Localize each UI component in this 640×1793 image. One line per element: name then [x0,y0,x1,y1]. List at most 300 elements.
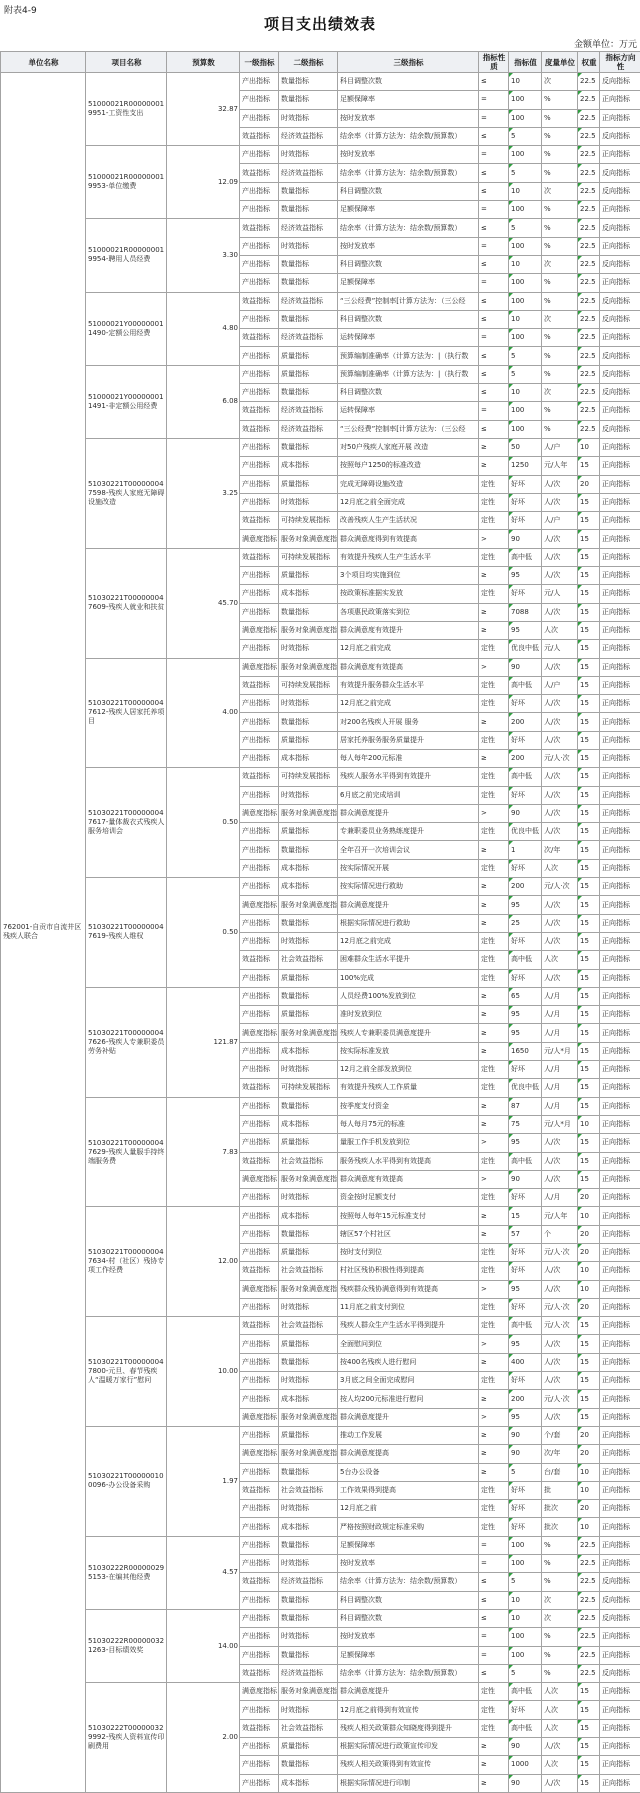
munit-cell: 人/次 [542,1372,578,1390]
weight-cell: 22.5 [578,365,600,383]
budget-cell: 14.00 [167,1609,240,1682]
weight-cell: 20 [578,1189,600,1207]
value-cell: 优良中低 [509,823,542,841]
direction-cell: 正向指标 [600,109,640,127]
direction-cell: 正向指标 [600,1481,640,1499]
weight-cell: 22.5 [578,109,600,127]
value-cell: 好坏 [509,1189,542,1207]
lv3-cell: 12月底之前得到有效宣传 [338,1701,479,1719]
lv1-cell: 产出指标 [240,969,279,987]
weight-cell: 15 [578,676,600,694]
direction-cell: 正向指标 [600,457,640,475]
lv1-cell: 产出指标 [240,1774,279,1792]
munit-cell: 人/次 [542,475,578,493]
munit-cell: 人/月 [542,1061,578,1079]
value-cell: 95 [509,1006,542,1024]
lv1-cell: 满意度指标 [240,1024,279,1042]
lv2-cell: 成本指标 [279,1042,338,1060]
lv3-cell: 量服工作手机发放到位 [338,1134,479,1152]
value-cell: 高中低 [509,951,542,969]
header-weight: 权重 [578,52,600,73]
lv3-cell: 困难群众生活水平提升 [338,951,479,969]
lv3-cell: 按季度支付资金 [338,1097,479,1115]
munit-cell: 次 [542,384,578,402]
value-cell: 好坏 [509,932,542,950]
weight-cell: 15 [578,969,600,987]
munit-cell: 人/次 [542,969,578,987]
lv1-cell: 产出指标 [240,109,279,127]
weight-cell: 15 [578,951,600,969]
nature-cell: = [479,1628,509,1646]
munit-cell: 批次 [542,1500,578,1518]
direction-cell: 正向指标 [600,1555,640,1573]
project-name-cell: 51000021R000000019951-工资性支出 [86,73,167,146]
nature-cell: 定性 [479,1262,509,1280]
lv1-cell: 产出指标 [240,1756,279,1774]
direction-cell: 反向指标 [600,164,640,182]
value-cell: 200 [509,878,542,896]
direction-cell: 正向指标 [600,786,640,804]
lv3-cell: 残疾人相关政策得到有效宣传 [338,1756,479,1774]
lv2-cell: 质量指标 [279,823,338,841]
nature-cell: > [479,1408,509,1426]
lv1-cell: 产出指标 [240,786,279,804]
direction-cell: 正向指标 [600,493,640,511]
lv1-cell: 效益指标 [240,1719,279,1737]
nature-cell: ≥ [479,914,509,932]
lv1-cell: 效益指标 [240,1664,279,1682]
lv1-cell: 效益指标 [240,676,279,694]
nature-cell: ≤ [479,347,509,365]
nature-cell: 定性 [479,1518,509,1536]
budget-cell: 0.50 [167,768,240,878]
lv1-cell: 效益指标 [240,1079,279,1097]
lv2-cell: 可持续发展指标 [279,768,338,786]
munit-cell: 人/次 [542,786,578,804]
direction-cell: 正向指标 [600,1262,640,1280]
lv3-cell: 科目调整次数 [338,384,479,402]
weight-cell: 15 [578,1390,600,1408]
lv1-cell: 效益指标 [240,1573,279,1591]
lv1-cell: 产出指标 [240,1244,279,1262]
value-cell: 95 [509,896,542,914]
weight-cell: 22.5 [578,1628,600,1646]
weight-cell: 15 [578,841,600,859]
weight-cell: 15 [578,731,600,749]
indicator-row [1,1097,640,1115]
lv2-cell: 社会效益指标 [279,1262,338,1280]
lv2-cell: 服务对象满意度指 [279,1683,338,1701]
nature-cell: ≥ [479,1353,509,1371]
direction-cell: 反向指标 [600,384,640,402]
direction-cell: 正向指标 [600,1097,640,1115]
weight-cell: 22.5 [578,1536,600,1554]
lv3-cell: 按照每户1250的标准改造 [338,457,479,475]
nature-cell: ≥ [479,1042,509,1060]
lv3-cell: 群众满意度有效提高 [338,658,479,676]
lv2-cell: 质量指标 [279,969,338,987]
lv2-cell: 质量指标 [279,1335,338,1353]
munit-cell: % [542,219,578,237]
project-name-cell: 51030221T000000047612-残疾人居家托养项目 [86,658,167,768]
weight-cell: 15 [578,1061,600,1079]
lv3-cell: 全面慰问到位 [338,1335,479,1353]
annex-label: 附表4-9 [4,6,37,16]
nature-cell: 定性 [479,493,509,511]
value-cell: 好坏 [509,1481,542,1499]
lv3-cell: 12月底之前完成 [338,932,479,950]
value-cell: 95 [509,1408,542,1426]
value-cell: 200 [509,1390,542,1408]
weight-cell: 15 [578,512,600,530]
munit-cell: 人/次 [542,804,578,822]
weight-cell: 22.5 [578,255,600,273]
lv1-cell: 产出指标 [240,1536,279,1554]
lv1-cell: 效益指标 [240,292,279,310]
lv2-cell: 数量指标 [279,274,338,292]
direction-cell: 正向指标 [600,1298,640,1316]
page-title: 项目支出绩效表 [263,15,376,33]
value-cell: 75 [509,1115,542,1133]
value-cell: 100 [509,146,542,164]
lv2-cell: 质量指标 [279,567,338,585]
direction-cell: 反向指标 [600,347,640,365]
weight-cell: 15 [578,1683,600,1701]
lv3-cell: 群众满意度提升 [338,804,479,822]
lv1-cell: 效益指标 [240,219,279,237]
lv1-cell: 满意度指标 [240,658,279,676]
lv1-cell: 产出指标 [240,1591,279,1609]
value-cell: 100 [509,1555,542,1573]
value-cell: 5 [509,164,542,182]
lv1-cell: 产出指标 [240,603,279,621]
value-cell: 100 [509,402,542,420]
lv1-cell: 产出指标 [240,1609,279,1627]
lv3-cell: 对50户残疾人家庭开展 改造 [338,438,479,456]
munit-cell: 人/次 [542,932,578,950]
lv1-cell: 效益指标 [240,548,279,566]
lv2-cell: 数量指标 [279,1536,338,1554]
value-cell: 5 [509,365,542,383]
weight-cell: 22.5 [578,91,600,109]
lv1-cell: 产出指标 [240,1189,279,1207]
lv1-cell: 效益指标 [240,329,279,347]
direction-cell: 正向指标 [600,1061,640,1079]
weight-cell: 15 [578,914,600,932]
munit-cell: % [542,1628,578,1646]
value-cell: 100 [509,91,542,109]
direction-cell: 正向指标 [600,146,640,164]
nature-cell: 定性 [479,1500,509,1518]
nature-cell: ≥ [479,1390,509,1408]
value-cell: 100 [509,420,542,438]
value-cell: 10 [509,310,542,328]
lv2-cell: 数量指标 [279,438,338,456]
value-cell: 65 [509,987,542,1005]
direction-cell: 正向指标 [600,402,640,420]
nature-cell: ≥ [479,749,509,767]
value-cell: 100 [509,237,542,255]
header-indicator-value: 指标值 [509,52,542,73]
lv3-cell: 科目调整次数 [338,310,479,328]
nature-cell: 定性 [479,640,509,658]
nature-cell: 定性 [479,1079,509,1097]
weight-cell: 20 [578,1426,600,1444]
direction-cell: 反向指标 [600,219,640,237]
lv1-cell: 产出指标 [240,1353,279,1371]
nature-cell: = [479,237,509,255]
nature-cell: ≥ [479,713,509,731]
lv2-cell: 质量指标 [279,1134,338,1152]
nature-cell: 定性 [479,676,509,694]
weight-cell: 15 [578,567,600,585]
lv1-cell: 满意度指标 [240,1408,279,1426]
weight-cell: 15 [578,1097,600,1115]
lv2-cell: 数量指标 [279,841,338,859]
direction-cell: 正向指标 [600,1646,640,1664]
value-cell: 好坏 [509,1298,542,1316]
weight-cell: 22.5 [578,73,600,91]
nature-cell: ≥ [479,1006,509,1024]
weight-cell: 22.5 [578,402,600,420]
nature-cell: 定性 [479,695,509,713]
direction-cell: 反向指标 [600,292,640,310]
nature-cell: ≤ [479,255,509,273]
lv1-cell: 满意度指标 [240,1445,279,1463]
value-cell: 100 [509,1646,542,1664]
lv1-cell: 产出指标 [240,1426,279,1444]
lv1-cell: 效益指标 [240,127,279,145]
project-name-cell: 51030221T000000047598-残疾人家庭无障碍设施改造 [86,438,167,548]
value-cell: 100 [509,329,542,347]
lv2-cell: 数量指标 [279,1609,338,1627]
value-cell: 好坏 [509,1061,542,1079]
nature-cell: 定性 [479,823,509,841]
munit-cell: % [542,347,578,365]
nature-cell: ≥ [479,438,509,456]
weight-cell: 20 [578,1445,600,1463]
weight-cell: 22.5 [578,310,600,328]
budget-cell: 2.00 [167,1683,240,1793]
value-cell: 优良中低 [509,640,542,658]
munit-cell: 次/年 [542,1445,578,1463]
weight-cell: 20 [578,475,600,493]
lv2-cell: 时效指标 [279,493,338,511]
lv1-cell: 产出指标 [240,310,279,328]
nature-cell: 定性 [479,1719,509,1737]
nature-cell: 定性 [479,932,509,950]
lv2-cell: 数量指标 [279,310,338,328]
lv3-cell: 群众满意度提高 [338,1445,479,1463]
munit-cell: 人/户 [542,676,578,694]
lv2-cell: 数量指标 [279,713,338,731]
lv3-cell: 3月底之间全面完成慰问 [338,1372,479,1390]
lv2-cell: 时效指标 [279,1061,338,1079]
lv1-cell: 产出指标 [240,1134,279,1152]
munit-cell: 人次 [542,1756,578,1774]
budget-cell: 121.87 [167,987,240,1097]
header-level2-indicator: 二级指标 [279,52,338,73]
indicator-row [1,1683,640,1701]
lv3-cell: 结余率（计算方法为：结余数/预算数） [338,1573,479,1591]
munit-cell: 元/人 [542,640,578,658]
direction-cell: 正向指标 [600,237,640,255]
direction-cell: 反向指标 [600,310,640,328]
nature-cell: 定性 [479,1189,509,1207]
lv3-cell: 准时发放到位 [338,1006,479,1024]
lv3-cell: 残疾人群众生产生活水平得到提升 [338,1317,479,1335]
munit-cell: % [542,109,578,127]
lv1-cell: 效益指标 [240,1317,279,1335]
lv1-cell: 产出指标 [240,1207,279,1225]
nature-cell: = [479,329,509,347]
budget-cell: 1.97 [167,1426,240,1536]
value-cell: 好坏 [509,695,542,713]
lv2-cell: 数量指标 [279,255,338,273]
nature-cell: = [479,109,509,127]
lv3-cell: 每人每年200元标准 [338,749,479,767]
lv2-cell: 时效指标 [279,1500,338,1518]
lv1-cell: 满意度指标 [240,896,279,914]
value-cell: 10 [509,1609,542,1627]
project-name-cell: 51000021R000000019953-单位缴费 [86,146,167,219]
lv2-cell: 时效指标 [279,1372,338,1390]
direction-cell: 正向指标 [600,804,640,822]
indicator-row [1,1536,640,1554]
lv1-cell: 产出指标 [240,932,279,950]
weight-cell: 10 [578,1207,600,1225]
lv3-cell: 足额保障率 [338,1536,479,1554]
lv2-cell: 数量指标 [279,1353,338,1371]
value-cell: 100 [509,1536,542,1554]
weight-cell: 20 [578,1500,600,1518]
munit-cell: 人/次 [542,896,578,914]
weight-cell: 15 [578,1756,600,1774]
value-cell: 50 [509,438,542,456]
lv3-cell: 按时发放率 [338,146,479,164]
lv3-cell: 残疾人专兼职委员满意度提升 [338,1024,479,1042]
lv2-cell: 时效指标 [279,1189,338,1207]
lv1-cell: 效益指标 [240,768,279,786]
nature-cell: ≥ [479,621,509,639]
weight-cell: 22.5 [578,182,600,200]
munit-cell: 批次 [542,1518,578,1536]
value-cell: 5 [509,1573,542,1591]
nature-cell: ≤ [479,292,509,310]
lv1-cell: 产出指标 [240,1097,279,1115]
munit-cell: 次 [542,255,578,273]
munit-cell: 次 [542,310,578,328]
nature-cell: ≥ [479,1115,509,1133]
nature-cell: 定性 [479,1152,509,1170]
lv1-cell: 产出指标 [240,1646,279,1664]
project-name-cell: 51030221T000000047800-元旦、春节残疾人“温暖万家行”慰问 [86,1317,167,1427]
project-name-cell: 51030222T000000329992-残疾人资料宣传印刷费用 [86,1683,167,1793]
direction-cell: 反向指标 [600,1573,640,1591]
direction-cell: 正向指标 [600,1244,640,1262]
nature-cell: = [479,91,509,109]
lv1-cell: 效益指标 [240,1152,279,1170]
project-name-cell: 51030221T000000047617-量体裁衣式残疾人服务培训会 [86,768,167,878]
munit-cell: 台/套 [542,1463,578,1481]
lv1-cell: 满意度指标 [240,1170,279,1188]
nature-cell: 定性 [479,951,509,969]
direction-cell: 正向指标 [600,731,640,749]
lv3-cell: 5台办公设备 [338,1463,479,1481]
weight-cell: 22.5 [578,274,600,292]
lv1-cell: 产出指标 [240,1042,279,1060]
value-cell: 1250 [509,457,542,475]
weight-cell: 15 [578,823,600,841]
munit-cell: 人/月 [542,1006,578,1024]
lv2-cell: 服务对象满意度指 [279,804,338,822]
lv3-cell: 足额保障率 [338,201,479,219]
weight-cell: 22.5 [578,1555,600,1573]
direction-cell: 正向指标 [600,1079,640,1097]
budget-cell: 32.87 [167,73,240,146]
indicator-row [1,73,640,91]
direction-cell: 正向指标 [600,548,640,566]
nature-cell: = [479,1555,509,1573]
nature-cell: > [479,1335,509,1353]
nature-cell: 定性 [479,1298,509,1316]
nature-cell: 定性 [479,585,509,603]
lv1-cell: 产出指标 [240,1115,279,1133]
munit-cell: % [542,329,578,347]
munit-cell: 人次 [542,1683,578,1701]
value-cell: 90 [509,1774,542,1792]
value-cell: 高中低 [509,1719,542,1737]
weight-cell: 15 [578,878,600,896]
lv3-cell: 100%完成 [338,969,479,987]
lv2-cell: 时效指标 [279,786,338,804]
direction-cell: 反向指标 [600,127,640,145]
value-cell: 100 [509,109,542,127]
lv1-cell: 产出指标 [240,1738,279,1756]
value-cell: 好坏 [509,475,542,493]
weight-cell: 15 [578,1719,600,1737]
nature-cell: ≤ [479,1609,509,1627]
munit-cell: 人/次 [542,548,578,566]
lv2-cell: 数量指标 [279,73,338,91]
value-cell: 好坏 [509,1372,542,1390]
weight-cell: 15 [578,1317,600,1335]
budget-cell: 3.25 [167,438,240,548]
value-cell: 高中低 [509,768,542,786]
nature-cell: > [479,804,509,822]
lv2-cell: 成本指标 [279,1207,338,1225]
lv3-cell: 足额保障率 [338,91,479,109]
direction-cell: 正向指标 [600,1774,640,1792]
lv3-cell: 结余率（计算方法为：结余数/预算数） [338,164,479,182]
direction-cell: 正向指标 [600,1225,640,1243]
lv3-cell: 按人均200元标准进行慰问 [338,1390,479,1408]
value-cell: 好坏 [509,1262,542,1280]
weight-cell: 22.5 [578,329,600,347]
lv2-cell: 数量指标 [279,1463,338,1481]
nature-cell: ≥ [479,896,509,914]
lv2-cell: 经济效益指标 [279,127,338,145]
munit-cell: % [542,365,578,383]
budget-cell: 45.70 [167,548,240,658]
lv2-cell: 经济效益指标 [279,219,338,237]
munit-cell: 人/次 [542,1280,578,1298]
direction-cell: 正向指标 [600,1317,640,1335]
weight-cell: 10 [578,1463,600,1481]
lv2-cell: 数量指标 [279,1097,338,1115]
munit-cell: 元/人*月 [542,1115,578,1133]
value-cell: 95 [509,1024,542,1042]
